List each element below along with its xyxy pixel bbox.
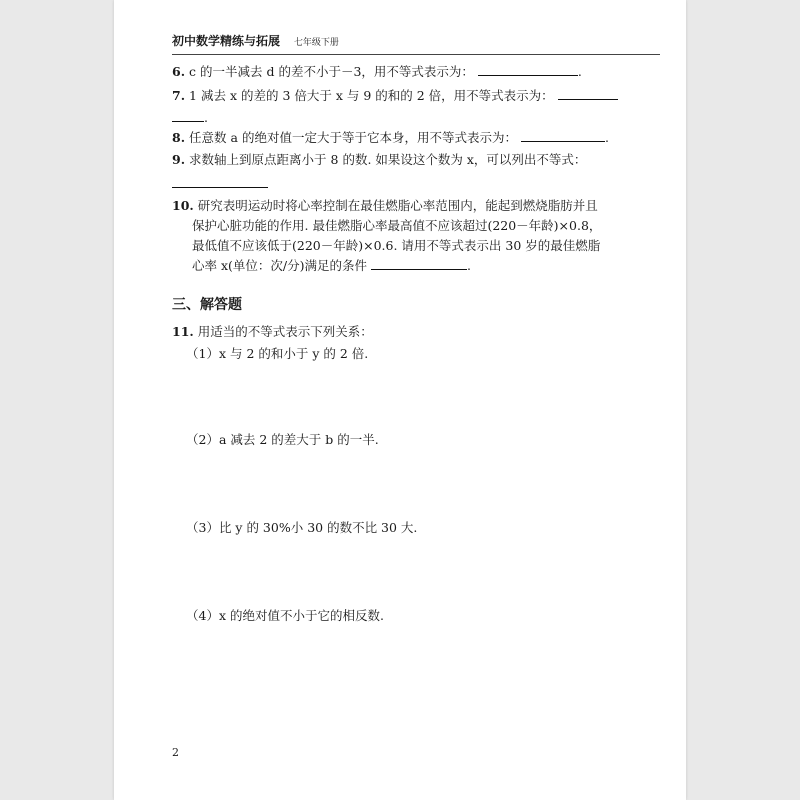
section-title: 三、解答题 [172, 297, 242, 313]
answer-blank[interactable] [172, 176, 268, 188]
question-number: 8. [172, 130, 186, 145]
question-text: 保护心脏功能的作用. 最佳燃脂心率最高值不应该超过(220－年龄)×0.8， [192, 218, 602, 233]
answer-blank[interactable] [478, 64, 578, 76]
sub-question-3: （3）比 y 的 30%小 30 的数不比 30 大. [186, 520, 418, 535]
answer-blank[interactable] [521, 130, 605, 142]
answer-blank[interactable] [371, 258, 467, 270]
question-text: 最低值不应该低于(220－年龄)×0.6. 请用不等式表示出 30 岁的最佳燃脂 [192, 238, 601, 253]
question-number: 7. [172, 88, 186, 103]
question-number: 11. [172, 324, 194, 339]
question-end: . [466, 258, 471, 273]
question-9 [172, 152, 662, 167]
question-text: 心率 x(单位：次/分)满足的条件 [192, 258, 367, 273]
answer-blank[interactable] [558, 88, 618, 100]
question-number: 10. [172, 198, 194, 213]
question-7 [172, 88, 662, 103]
question-8 [172, 130, 662, 145]
book-volume: 七年级下册 [293, 38, 339, 48]
question-10-line-1 [172, 198, 662, 213]
page-number: 2 [172, 746, 179, 759]
sub-question-2: （2）a 减去 2 的差大于 b 的一半. [186, 432, 379, 447]
question-text: c 的一半减去 d 的差不小于－3，用不等式表示为： [189, 64, 474, 79]
answer-blank[interactable] [172, 110, 204, 122]
question-end: . [577, 64, 582, 79]
question-number: 9. [172, 152, 186, 167]
question-10-line-2 [192, 218, 682, 233]
worksheet-page [114, 0, 686, 800]
question-text: 1 减去 x 的差的 3 倍大于 x 与 9 的和的 2 倍，用不等式表示为： [189, 88, 554, 103]
sub-question-4: （4）x 的绝对值不小于它的相反数. [186, 608, 384, 623]
question-end: . [204, 110, 208, 125]
question-text: 研究表明运动时将心率控制在最佳燃脂心率范围内，能起到燃烧脂肪并且 [197, 198, 598, 213]
question-10-line-4 [192, 258, 682, 273]
question-6 [172, 64, 662, 79]
question-11 [172, 324, 662, 339]
question-text: 求数轴上到原点距离小于 8 的数. 如果设这个数为 x，可以列出不等式： [189, 152, 587, 167]
question-9-cont [172, 176, 662, 191]
question-7-cont [172, 110, 662, 125]
question-number: 6. [172, 64, 186, 79]
question-text: 任意数 a 的绝对值一定大于等于它本身，用不等式表示为： [189, 130, 517, 145]
sub-question-1: （1）x 与 2 的和小于 y 的 2 倍. [186, 346, 369, 361]
page-header [172, 32, 660, 55]
book-title: 初中数学精练与拓展 [172, 34, 281, 48]
question-end: . [604, 130, 609, 145]
question-text: 用适当的不等式表示下列关系： [197, 324, 373, 339]
question-10-line-3 [192, 238, 682, 253]
